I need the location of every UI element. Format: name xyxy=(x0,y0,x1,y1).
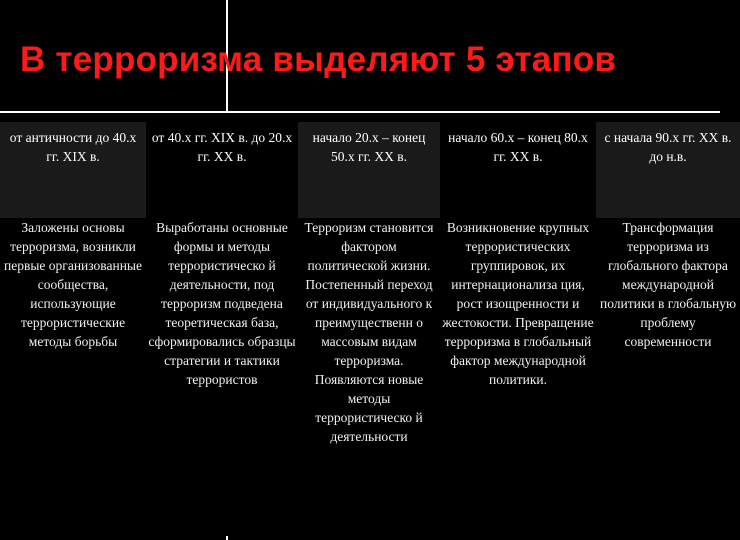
period-text: от 40.х гг. XIX в. до 20.х гг. XX в. xyxy=(151,130,293,164)
period-text: с начала 90.х гг. XX в. до н.в. xyxy=(604,130,732,164)
periods-row xyxy=(0,122,740,218)
description-cell-4 xyxy=(440,218,596,446)
period-cell-1 xyxy=(0,122,146,218)
divider-horizontal xyxy=(0,111,720,113)
period-cell-4 xyxy=(440,122,596,218)
period-text: от античности до 40.х гг. XIX в. xyxy=(9,130,137,164)
period-text: начало 20.х – конец 50.х гг. XX в. xyxy=(312,130,426,164)
descriptions-row xyxy=(0,218,740,446)
period-cell-3 xyxy=(298,122,440,218)
stages-table xyxy=(0,122,740,446)
description-cell-3 xyxy=(298,218,440,446)
description-text: Выработаны основные формы и методы террористическо й деятельности, под терроризм подведена теоретическая база, сформировались образцы стратегии и тактики террористов xyxy=(148,220,296,387)
divider-vertical-bottom xyxy=(226,536,228,540)
period-cell-2 xyxy=(146,122,298,218)
description-cell-2 xyxy=(146,218,298,446)
description-cell-5 xyxy=(596,218,740,446)
slide-title: В терроризма выделяют 5 этапов xyxy=(20,40,617,79)
description-text: Заложены основы терроризма, возникли первые организованные сообщества, использующие террористические методы борьбы xyxy=(4,220,142,349)
description-cell-1 xyxy=(0,218,146,446)
period-text: начало 60.х – конец 80.х гг. XX в. xyxy=(448,130,588,164)
period-cell-5 xyxy=(596,122,740,218)
description-text: Трансформация терроризма из глобального фактора международной политики в глобальную проблему современности xyxy=(599,220,737,349)
description-text: Возникновение крупных террористических группировок, их интернационализа ция, рост изощренности и жестокости. Превращение терроризма в глобальный фактор международной политики. xyxy=(442,220,594,387)
description-text: Терроризм становится фактором политической жизни. Постепенный переход от индивидуального к преимущественн о массовым видам терроризма. Появляются новые методы террористическо й деятельности xyxy=(304,220,434,444)
